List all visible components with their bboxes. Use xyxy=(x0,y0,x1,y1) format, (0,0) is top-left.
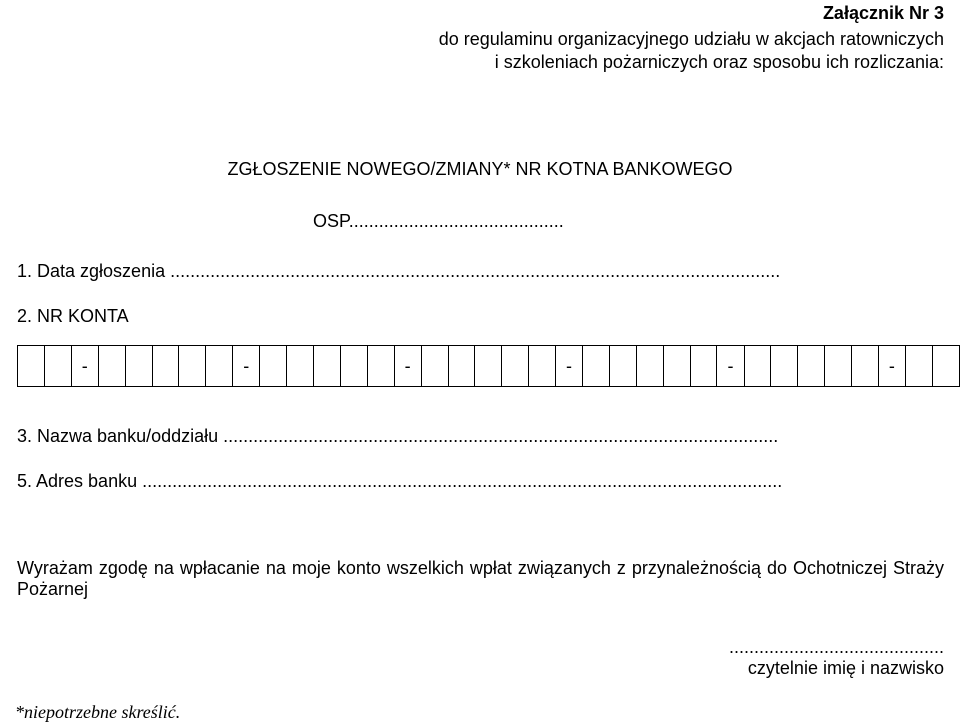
account-digit-cell[interactable] xyxy=(18,346,45,387)
account-digit-cell[interactable] xyxy=(98,346,125,387)
account-label: 2. NR KONTA xyxy=(17,306,129,326)
bank-address-field[interactable]: 5. Adres banku ................................................................................................................................ xyxy=(17,471,783,491)
osp-field[interactable]: OSP........................................... xyxy=(313,211,564,231)
account-digit-cell[interactable] xyxy=(206,346,233,387)
account-digit-cell[interactable] xyxy=(260,346,287,387)
account-digit-cell[interactable]: - xyxy=(555,346,582,387)
account-digit-cell[interactable]: - xyxy=(878,346,905,387)
account-digit-cell[interactable] xyxy=(448,346,475,387)
account-digit-cell[interactable] xyxy=(690,346,717,387)
account-digit-cell[interactable] xyxy=(475,346,502,387)
account-digit-cell[interactable] xyxy=(583,346,610,387)
account-digit-cell[interactable]: - xyxy=(717,346,744,387)
account-digit-cell[interactable] xyxy=(340,346,367,387)
account-digit-cell[interactable] xyxy=(825,346,852,387)
regulation-line-2: i szkoleniach pożarniczych oraz sposobu ich rozliczania: xyxy=(494,52,944,72)
form-title: ZGŁOSZENIE NOWEGO/ZMIANY* NR KOTNA BANKOWEGO xyxy=(227,159,733,179)
account-digit-cell[interactable] xyxy=(152,346,179,387)
account-digit-cell[interactable] xyxy=(502,346,529,387)
annex-title: Załącznik Nr 3 xyxy=(822,3,944,23)
account-number-grid[interactable] xyxy=(17,345,960,387)
account-digit-cell[interactable] xyxy=(851,346,878,387)
account-digit-cell[interactable] xyxy=(744,346,771,387)
account-digit-cell[interactable] xyxy=(636,346,663,387)
signature-label: czytelnie imię i nazwisko xyxy=(747,658,944,678)
account-digit-cell[interactable] xyxy=(663,346,690,387)
account-digit-cell[interactable] xyxy=(421,346,448,387)
account-digit-cell[interactable] xyxy=(44,346,71,387)
account-digit-cell[interactable] xyxy=(314,346,341,387)
footnote: *niepotrzebne skreślić. xyxy=(15,702,181,722)
consent-statement: Wyrażam zgodę na wpłacanie na moje konto wszelkich wpłat związanych z przynależnością do Ochotniczej Straży Pożarnej xyxy=(17,558,944,599)
account-digit-cell[interactable] xyxy=(179,346,206,387)
regulation-line-1: do regulaminu organizacyjnego udziału w akcjach ratowniczych xyxy=(438,29,944,49)
account-digit-cell[interactable]: - xyxy=(71,346,98,387)
signature-line[interactable]: ........................................... xyxy=(728,637,944,657)
account-digit-cell[interactable] xyxy=(771,346,798,387)
account-digit-cell[interactable]: - xyxy=(394,346,421,387)
account-digit-cell[interactable] xyxy=(932,346,959,387)
account-digit-cell[interactable]: - xyxy=(233,346,260,387)
account-digit-cell[interactable] xyxy=(125,346,152,387)
account-digit-cell[interactable] xyxy=(610,346,637,387)
date-field[interactable]: 1. Data zgłoszenia .......................................................................................................................... xyxy=(17,261,781,281)
account-digit-cell[interactable] xyxy=(798,346,825,387)
account-digit-cell[interactable] xyxy=(906,346,933,387)
account-digit-cell[interactable] xyxy=(367,346,394,387)
account-digit-cell[interactable] xyxy=(529,346,556,387)
account-digit-cell[interactable] xyxy=(287,346,314,387)
bank-name-field[interactable]: 3. Nazwa banku/oddziału ............................................................................................................... xyxy=(17,426,779,446)
